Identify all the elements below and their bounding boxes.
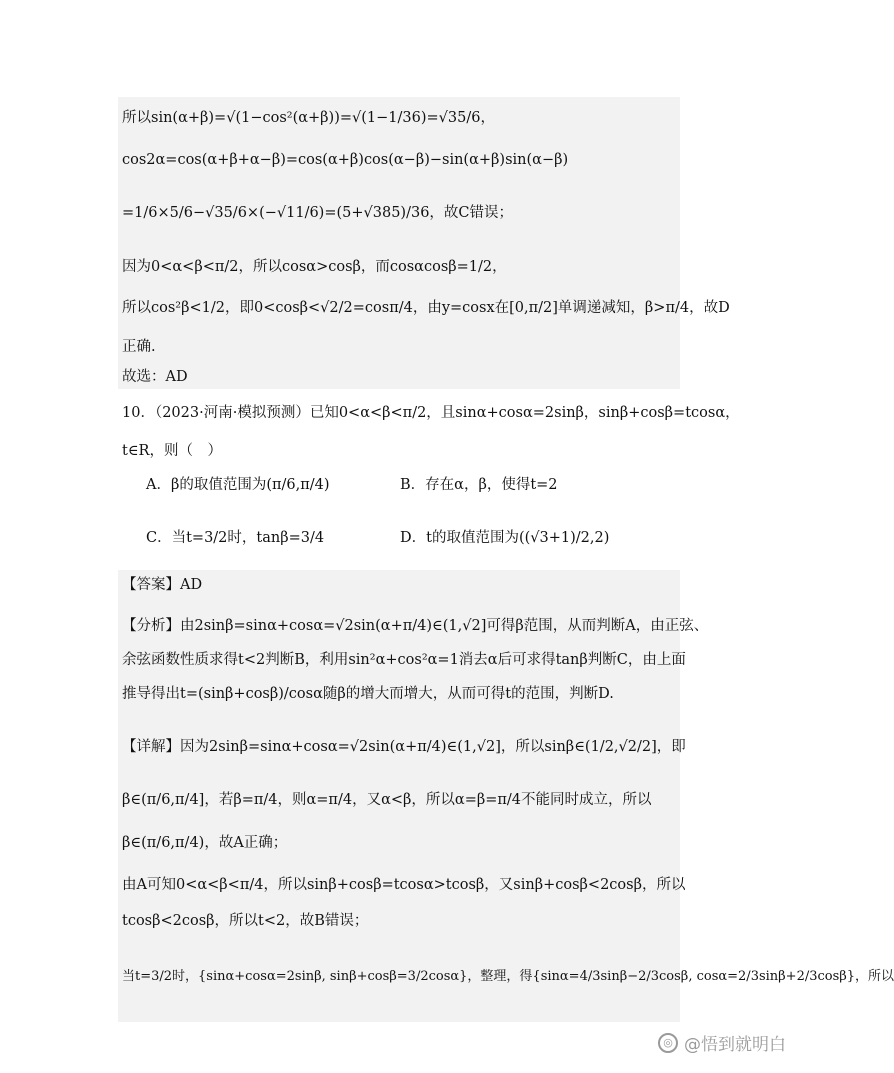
answer-summary: 故选：AD	[122, 369, 188, 385]
detail-line: β∈(π/6,π/4)，故A正确；	[122, 835, 288, 851]
analysis-line: 【分析】由2sinβ=sinα+cosα=√2sin(α+π/4)∈(1,√2]可得β范围，从而判断A，由正弦、	[122, 618, 709, 634]
watermark	[658, 1030, 786, 1055]
analysis-line: 余弦函数性质求得t<2判断B，利用sin²α+cos²α=1消去α后可求得tanβ判断C，由上面	[122, 652, 686, 668]
answer-label: 【答案】AD	[122, 577, 203, 593]
text-line: 正确.	[122, 339, 156, 355]
option-d: D．t的取值范围为((√3+1)/2,2)	[400, 530, 610, 546]
detail-line: tcosβ<2cosβ，所以t<2，故B错误；	[122, 913, 369, 929]
option-c: C．当t=3/2时，tanβ=3/4	[146, 530, 325, 546]
watermark-text: @悟到就明白	[684, 1035, 786, 1055]
text-line: cos2α=cos(α+β+α−β)=cos(α+β)cos(α−β)−sin(α+β)sin(α−β)	[122, 152, 569, 168]
question-stem: 10．（2023·河南·模拟预测）已知0<α<β<π/2，且sinα+cosα=2sinβ，sinβ+cosβ=tcosα，	[122, 405, 740, 421]
watermark-logo-icon: ◎	[658, 1033, 678, 1053]
detail-line: β∈(π/6,π/4]，若β=π/4，则α=π/4，又α<β，所以α=β=π/4不能同时成立，所以	[122, 792, 652, 808]
detail-line: 【详解】因为2sinβ=sinα+cosα=√2sin(α+π/4)∈(1,√2]，所以sinβ∈(1/2,√2/2]，即	[122, 739, 686, 755]
detail-line: 由A可知0<α<β<π/4，所以sinβ+cosβ=tcosα>tcosβ，又sinβ+cosβ<2cosβ，所以	[122, 877, 686, 893]
text-line: 因为0<α<β<π/2，所以cosα>cosβ，而cosαcosβ=1/2，	[122, 259, 507, 275]
option-a: A．β的取值范围为(π/6,π/4)	[146, 477, 330, 493]
question-stem-cont: t∈R，则（ ）	[122, 443, 222, 459]
text-line: =1/6×5/6−√35/6×(−√11/6)=(5+√385)/36，故C错误；	[122, 205, 514, 221]
text-line: 所以sin(α+β)=√(1−cos²(α+β))=√(1−1/36)=√35/6，	[122, 110, 495, 126]
text-line: 所以cos²β<1/2，即0<cosβ<√2/2=cosπ/4，由y=cosx在[0,π/2]单调递减知，β>π/4，故D	[122, 300, 730, 316]
option-b: B．存在α，β，使得t=2	[400, 477, 558, 493]
detail-line: 当t=3/2时，{sinα+cosα=2sinβ, sinβ+cosβ=3/2cosα}，整理，得{sinα=4/3sinβ−2/3cosβ, cosα=2/3sinβ+2/3cosβ}，所以	[122, 969, 894, 984]
analysis-line: 推导得出t=(sinβ+cosβ)/cosα随β的增大而增大，从而可得t的范围，判断D.	[122, 686, 614, 702]
